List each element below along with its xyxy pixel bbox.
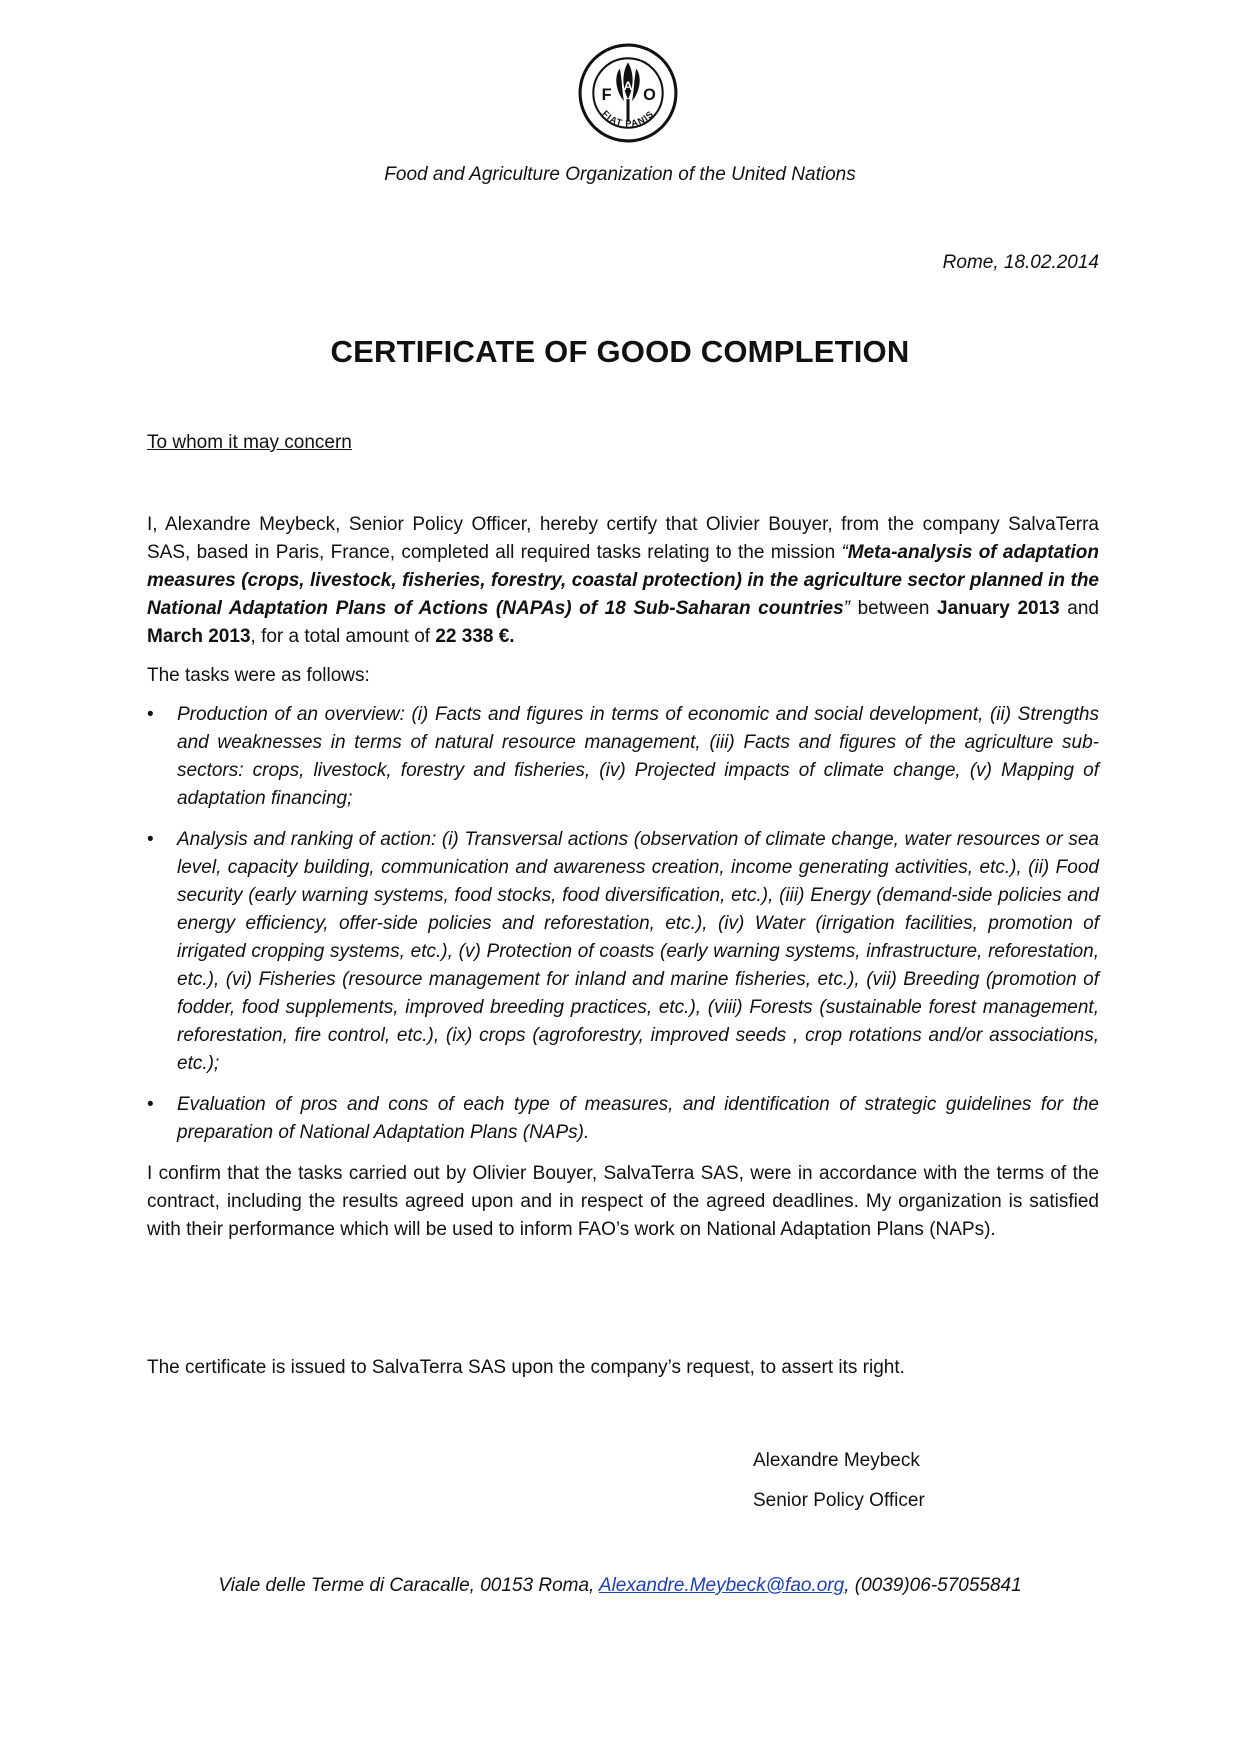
- salutation: To whom it may concern: [147, 432, 352, 453]
- tasks-list: [147, 701, 1099, 1147]
- certificate-body: [147, 511, 1099, 1255]
- task-item: • Evaluation of pros and cons of each type of measures, and identification of strategic guidelines for the preparation of National Adaptation Plans (NAPs).: [147, 1091, 1099, 1147]
- svg-text:O: O: [643, 86, 656, 105]
- start-date: January 2013: [937, 598, 1060, 619]
- bullet: •: [147, 1094, 154, 1115]
- bullet: •: [147, 829, 154, 850]
- place-date: Rome, 18.02.2014: [942, 252, 1099, 273]
- confirmation-paragraph: I confirm that the tasks carried out by Olivier Bouyer, SalvaTerra SAS, were in accordance with the terms of the contract, including the results agreed upon and in respect of the agreed deadlines. My organization is satisfied with their performance which will be used to inform FAO’s work on National Adaptation Plans (NAPs).: [147, 1163, 1099, 1240]
- certificate-title: CERTIFICATE OF GOOD COMPLETION: [330, 334, 910, 369]
- tasks-intro: The tasks were as follows:: [147, 665, 370, 686]
- footer-contact: Viale delle Terme di Caracalle, 00153 Roma, Alexandre.Meybeck@fao.org, (0039)06-57055841: [218, 1575, 1022, 1596]
- organization-name: Food and Agriculture Organization of the United Nations: [384, 164, 856, 185]
- svg-text:A: A: [623, 78, 633, 93]
- mission-title: Meta-analysis of adaptation measures (crops, livestock, fisheries, forestry, coastal protection) in the agriculture sector planned in the National Adaptation Plans of Actions (NAPAs) of 18 Sub-Saharan countries: [147, 542, 1099, 619]
- total-amount: 22 338 €.: [435, 626, 515, 647]
- svg-text:FIAT PANIS: FIAT PANIS: [600, 108, 656, 129]
- task-item: • Production of an overview: (i) Facts and figures in terms of economic and social development, (ii) Strengths and weaknesses in terms of natural resource management, (iii) Facts and figures of the agriculture sub-sectors: crops, livestock, forestry and fisheries, (iv) Projected impacts of climate change, (v) Mapping of adaptation financing;: [147, 701, 1099, 813]
- signer-name: Alexandre Meybeck: [753, 1450, 920, 1471]
- closing-statement: The certificate is issued to SalvaTerra SAS upon the company’s request, to assert its right.: [147, 1357, 905, 1378]
- bullet: •: [147, 704, 154, 725]
- intro-paragraph: I, Alexandre Meybeck, Senior Policy Officer, hereby certify that Olivier Bouyer, from the company SalvaTerra SAS, based in Paris, France, completed all required tasks relating to the mission “Meta-analysis of adaptation measures (crops, livestock, fisheries, forestry, coastal protection) in the agriculture sector planned in the National Adaptation Plans of Actions (NAPAs) of 18 Sub-Saharan countries” between January 2013 and March 2013, for a total amount of 22 338 €.: [147, 514, 1099, 647]
- signature-block: [753, 1441, 925, 1521]
- svg-text:F: F: [601, 86, 612, 105]
- signer-position: Senior Policy Officer: [753, 1490, 925, 1511]
- end-date: March 2013: [147, 626, 251, 647]
- fao-logo: [577, 42, 679, 144]
- task-item: • Analysis and ranking of action: (i) Transversal actions (observation of climate change, water resources or sea level, capacity building, communication and awareness creation, income generating activities, etc.), (ii) Food security (early warning systems, food stocks, food diversification, etc.), (iii) Energy (demand-side policies and energy efficiency, offer-side policies and reforestation, etc.), (iv) Water (irrigation facilities, promotion of irrigated cropping systems, etc.), (v) Protection of coasts (early warning systems, infrastructure, reforestation, etc.), (vi) Fisheries (resource management for inland and marine fisheries, etc.), (vii) Breeding (promotion of fodder, food supplements, improved breeding practices, etc.), (viii) Forests (sustainable forest management, reforestation, fire control, etc.), (ix) crops (agroforestry, improved seeds , crop rotations and/or associations, etc.);: [147, 826, 1099, 1078]
- email-link[interactable]: Alexandre.Meybeck@fao.org: [598, 1575, 845, 1596]
